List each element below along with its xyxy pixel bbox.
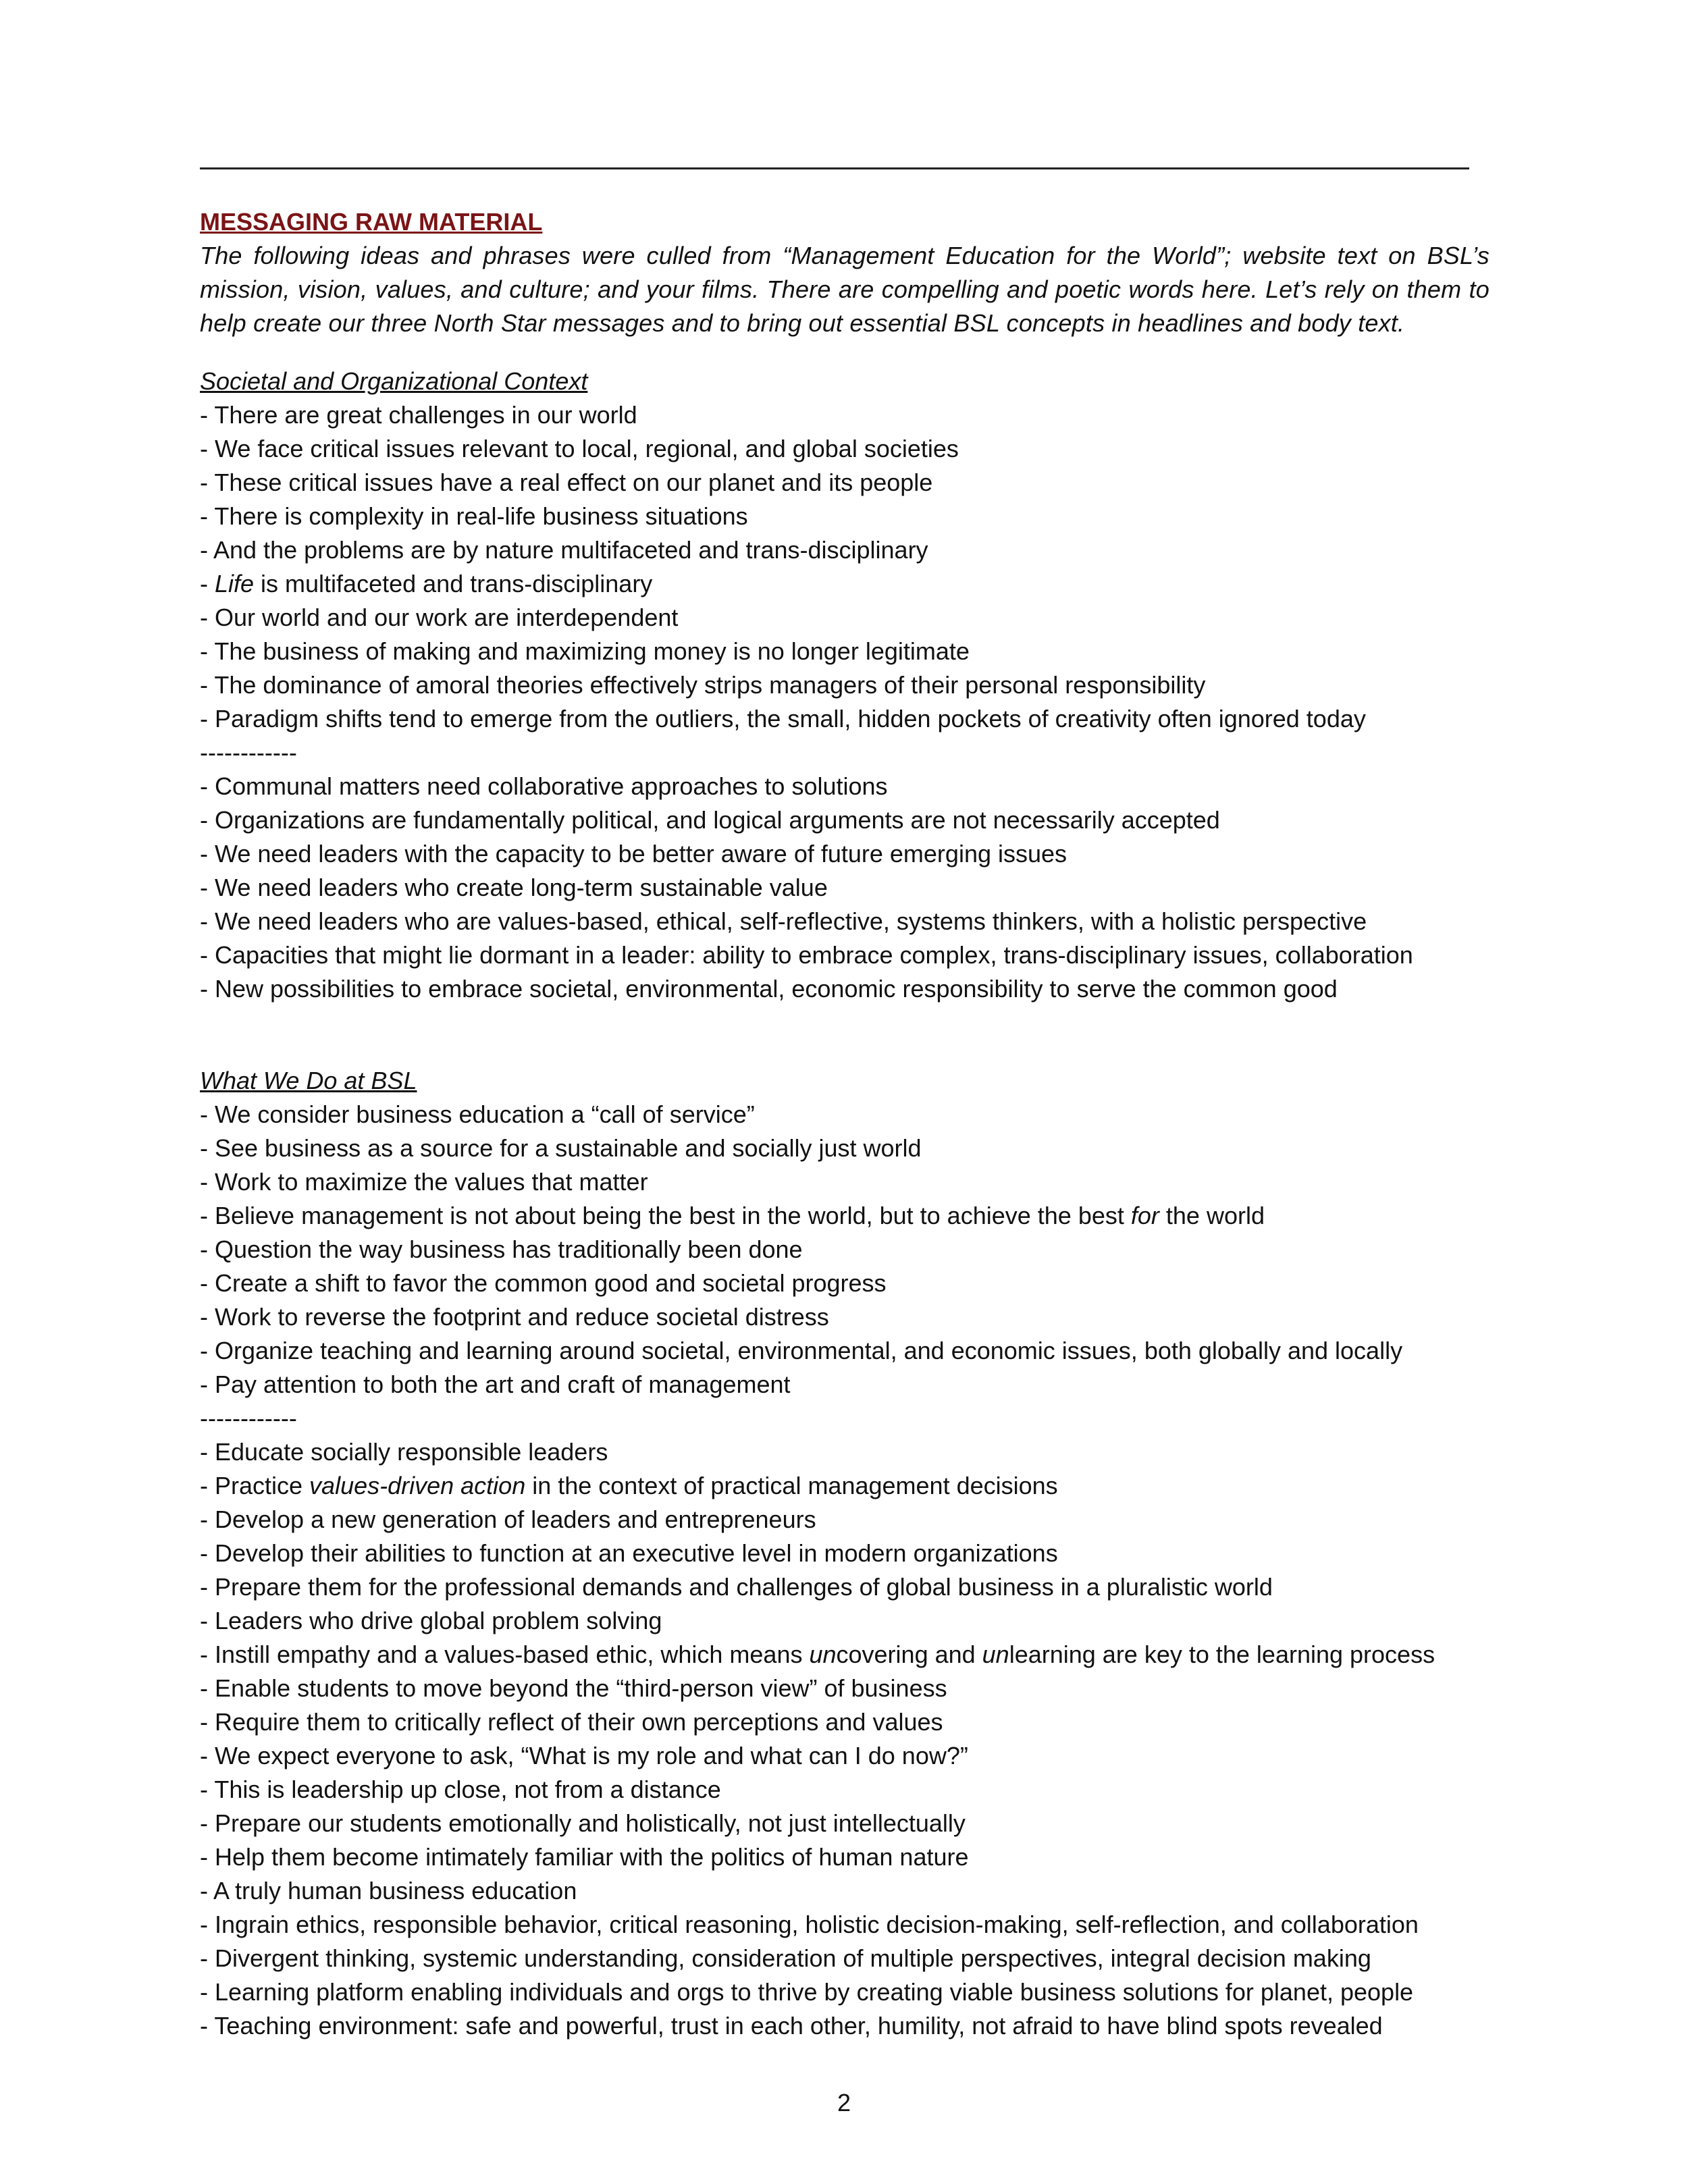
text-run: - Help them become intimately familiar with the politics of human nature xyxy=(200,1843,969,1871)
text-run: - Enable students to move beyond the “third-person view” of business xyxy=(200,1674,947,1702)
text-run: - The dominance of amoral theories effectively strips managers of their personal responsibility xyxy=(200,671,1206,699)
text-run: - Instill empathy and a values-based ethic, which means xyxy=(200,1641,810,1668)
section-heading: MESSAGING RAW MATERIAL xyxy=(200,208,543,236)
text-run: - We face critical issues relevant to local, regional, and global societies xyxy=(200,435,959,462)
list-item xyxy=(200,2009,1483,2043)
text-run: ------------ xyxy=(200,1404,297,1432)
text-run: - We consider business education a “call of service” xyxy=(200,1100,755,1128)
italic-text: for xyxy=(1130,1202,1159,1229)
text-run: the world xyxy=(1159,1202,1265,1229)
list-item xyxy=(200,1435,1483,1469)
text-run: - We expect everyone to ask, “What is my role and what can I do now?” xyxy=(200,1742,968,1769)
text-run: - Prepare our students emotionally and holistically, not just intellectually xyxy=(200,1809,966,1837)
list-item xyxy=(200,1773,1483,1807)
list-item xyxy=(200,432,1483,466)
list-item xyxy=(200,938,1483,972)
list-item xyxy=(200,1570,1483,1604)
list-item xyxy=(200,803,1483,837)
list-item xyxy=(200,770,1483,803)
list-item xyxy=(200,1638,1483,1672)
list-item xyxy=(200,500,1483,533)
italic-text: Life xyxy=(215,570,255,597)
text-run: - Prepare them for the professional demands and challenges of global business in a pluralistic world xyxy=(200,1573,1273,1601)
document-body xyxy=(200,205,1489,2043)
list-item xyxy=(200,1840,1483,1874)
list-item xyxy=(200,1199,1483,1233)
text-run: - We need leaders who are values-based, ethical, self-reflective, systems thinkers, with a holistic perspective xyxy=(200,907,1367,935)
text-run: - We need leaders who create long-term sustainable value xyxy=(200,874,828,901)
italic-text: un xyxy=(982,1641,1009,1668)
text-run: - Communal matters need collaborative approaches to solutions xyxy=(200,772,888,800)
page-number: 2 xyxy=(837,2089,851,2116)
list-item xyxy=(200,1368,1483,1402)
text-run: - Work to maximize the values that matter xyxy=(200,1168,648,1196)
list-item xyxy=(200,1402,1483,1435)
list-item xyxy=(200,1874,1483,1908)
text-run: - New possibilities to embrace societal, environmental, economic responsibility to serve the common good xyxy=(200,975,1338,1003)
text-run: ------------ xyxy=(200,739,297,766)
text-run: - And the problems are by nature multifaceted and trans-disciplinary xyxy=(200,536,928,564)
list-item xyxy=(200,1165,1483,1199)
text-run: - Develop a new generation of leaders and entrepreneurs xyxy=(200,1506,816,1533)
list-item xyxy=(200,668,1483,702)
list-item xyxy=(200,1604,1483,1638)
text-run: - There is complexity in real-life business situations xyxy=(200,502,748,530)
text-run: - Educate socially responsible leaders xyxy=(200,1438,608,1466)
text-run: - Require them to critically reflect of their own perceptions and values xyxy=(200,1708,943,1736)
text-run: - Practice xyxy=(200,1472,310,1499)
list-item xyxy=(200,1537,1483,1570)
text-run: - Create a shift to favor the common good and societal progress xyxy=(200,1269,887,1297)
text-run: - Develop their abilities to function at an executive level in modern organizations xyxy=(200,1539,1058,1567)
list-item xyxy=(200,702,1483,736)
intro-paragraph: The following ideas and phrases were culled from “Management Education for the World”; website text on BSL’s mission, vision, values, and culture; and your films. There are compelling and poetic words here. Let’s rely on them to help create our three North Star messages and to bring out essential BSL concepts in headlines and body text. xyxy=(200,242,1489,337)
list-item xyxy=(200,905,1483,938)
list-item xyxy=(200,1672,1483,1705)
list-item xyxy=(200,466,1483,500)
text-run: - This is leadership up close, not from a distance xyxy=(200,1776,721,1803)
list-item xyxy=(200,1098,1483,1131)
list-item xyxy=(200,1334,1483,1368)
list-item xyxy=(200,567,1483,601)
text-run: - Organize teaching and learning around societal, environmental, and economic issues, both globally and locally xyxy=(200,1337,1403,1364)
italic-text: values-driven action xyxy=(309,1472,526,1499)
italic-text: un xyxy=(809,1641,837,1668)
list-item xyxy=(200,1131,1483,1165)
text-run: - Learning platform enabling individuals and orgs to thrive by creating viable business solutions for planet, people xyxy=(200,1978,1414,2006)
text-run: - The business of making and maximizing money is no longer legitimate xyxy=(200,637,970,665)
list-item xyxy=(200,533,1483,567)
list-item xyxy=(200,1807,1483,1840)
text-run: covering and xyxy=(836,1641,982,1668)
list-item xyxy=(200,871,1483,905)
list-item xyxy=(200,837,1483,871)
list-item xyxy=(200,1739,1483,1773)
list-item xyxy=(200,736,1483,770)
text-run: - We need leaders with the capacity to be better aware of future emerging issues xyxy=(200,840,1067,868)
text-run: - Believe management is not about being the best in the world, but to achieve the best xyxy=(200,1202,1131,1229)
list-item xyxy=(200,1469,1483,1503)
text-run: - Pay attention to both the art and craft of management xyxy=(200,1370,791,1398)
text-run: - Organizations are fundamentally political, and logical arguments are not necessarily accepted xyxy=(200,806,1220,834)
text-run: - A truly human business education xyxy=(200,1877,577,1905)
text-run: - xyxy=(200,570,215,597)
list-item xyxy=(200,1705,1483,1739)
text-run: - Leaders who drive global problem solving xyxy=(200,1607,662,1634)
text-run: - Paradigm shifts tend to emerge from the outliers, the small, hidden pockets of creativity often ignored today xyxy=(200,705,1366,733)
list-item xyxy=(200,601,1483,635)
list-item xyxy=(200,1300,1483,1334)
text-run: is multifaceted and trans-disciplinary xyxy=(254,570,653,597)
text-run: - There are great challenges in our world xyxy=(200,401,637,429)
text-run: - Teaching environment: safe and powerful, trust in each other, humility, not afraid to have blind spots revealed xyxy=(200,2012,1383,2040)
list-item xyxy=(200,398,1483,432)
text-run: - Ingrain ethics, responsible behavior, critical reasoning, holistic decision-making, self-reflection, and collaboration xyxy=(200,1911,1419,1938)
text-run: learning are key to the learning process xyxy=(1009,1641,1435,1668)
section-title-context: Societal and Organizational Context xyxy=(200,367,588,395)
text-run: - Work to reverse the footprint and reduce societal distress xyxy=(200,1303,829,1331)
list-item xyxy=(200,1908,1483,1942)
list-item xyxy=(200,1503,1483,1537)
list-item xyxy=(200,1942,1483,1975)
list-item xyxy=(200,1233,1483,1267)
top-divider-line xyxy=(200,167,1469,169)
list-item xyxy=(200,635,1483,668)
text-run: in the context of practical management decisions xyxy=(525,1472,1058,1499)
what-we-do-list xyxy=(200,1098,1483,2043)
list-item xyxy=(200,1267,1483,1300)
text-run: - These critical issues have a real effect on our planet and its people xyxy=(200,469,933,496)
text-run: - Question the way business has traditionally been done xyxy=(200,1235,803,1263)
list-item xyxy=(200,1975,1483,2009)
text-run: - Divergent thinking, systemic understanding, consideration of multiple perspectives, integral decision making xyxy=(200,1944,1371,1972)
text-run: - See business as a source for a sustainable and socially just world xyxy=(200,1134,922,1162)
section-title-what-we-do: What We Do at BSL xyxy=(200,1067,417,1094)
text-run: - Capacities that might lie dormant in a leader: ability to embrace complex, trans-disciplinary issues, collaboration xyxy=(200,941,1413,969)
list-item xyxy=(200,972,1483,1006)
text-run: - Our world and our work are interdependent xyxy=(200,604,679,631)
context-list xyxy=(200,398,1483,1006)
